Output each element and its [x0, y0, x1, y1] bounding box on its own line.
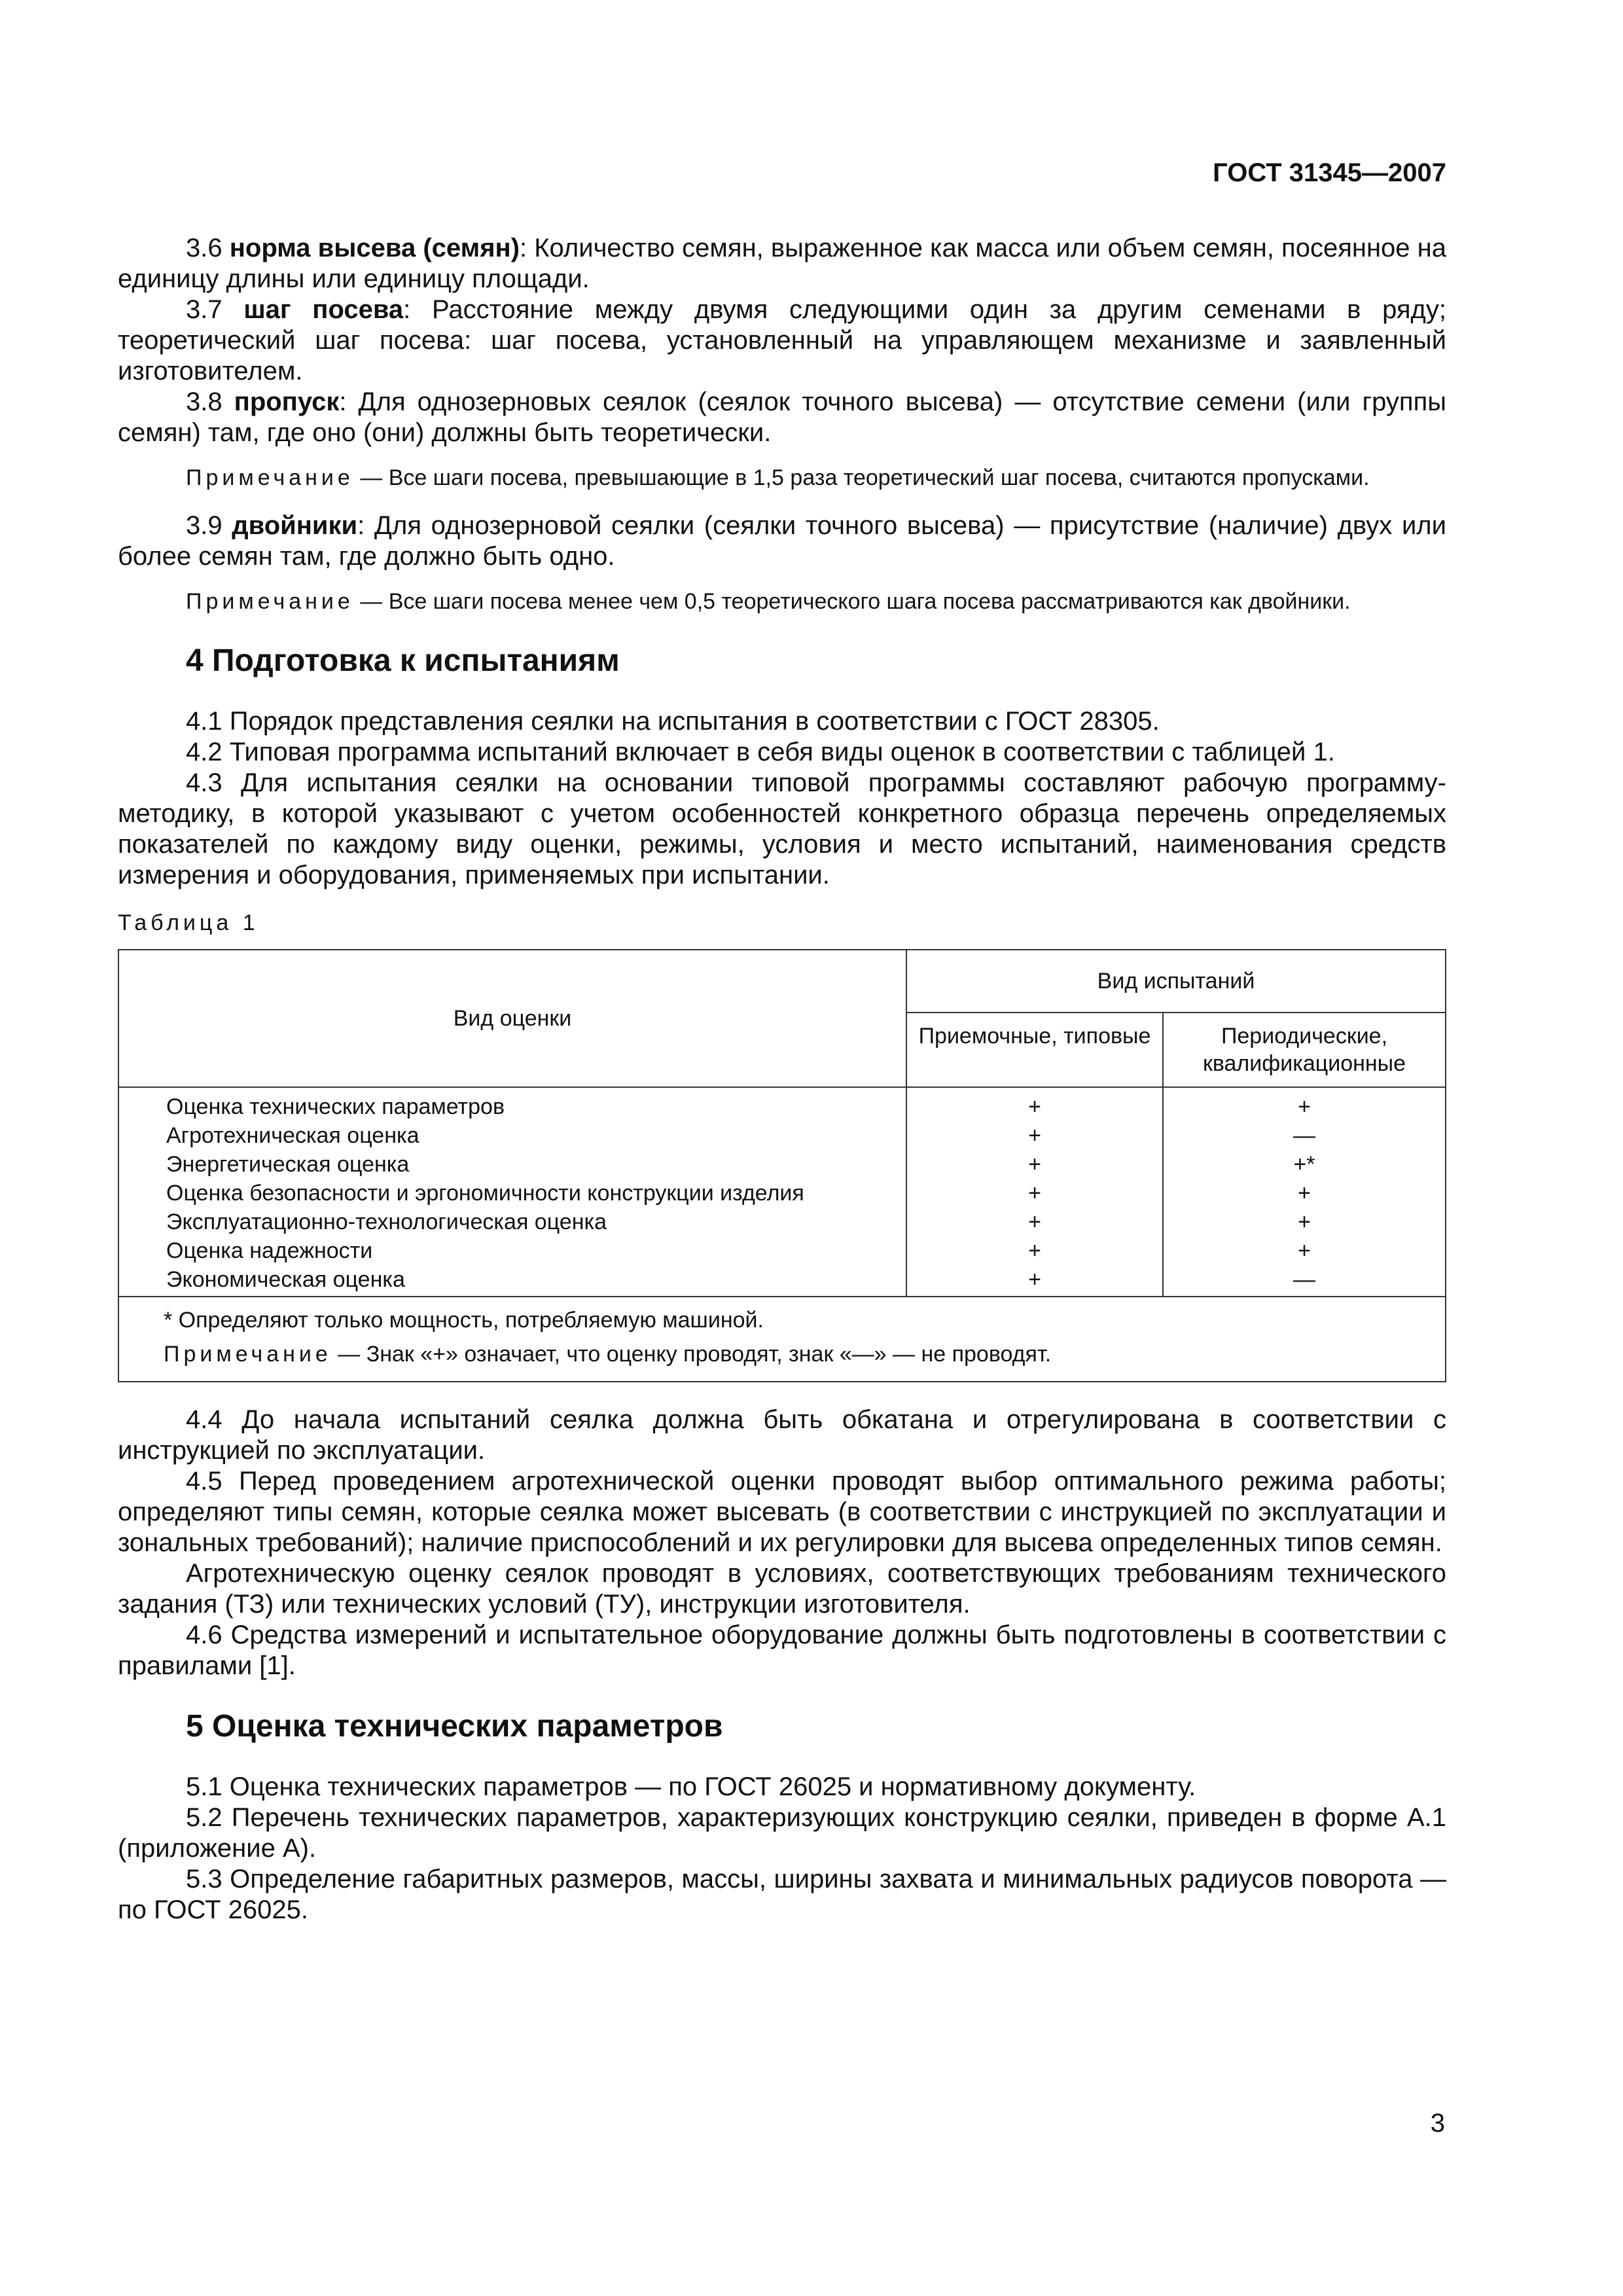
mark-periodic: + [1163, 1236, 1446, 1265]
term: норма высева (семян) [229, 234, 520, 262]
clause-5-1: 5.1 Оценка технических параметров — по ГОСТ 26025 и нормативному документу. [186, 1772, 1196, 1801]
note-text: — Все шаги посева менее чем 0,5 теоретического шага посева рассматриваются как двойники. [353, 589, 1351, 614]
clause-number: 3.7 [186, 295, 223, 324]
note-label: Примечание [164, 1342, 332, 1367]
note-3-8 [118, 464, 1446, 492]
table-row [118, 1236, 1446, 1265]
table-row [118, 1208, 1446, 1236]
section-5-heading: 5 Оценка технических параметров [186, 1709, 723, 1744]
term: пропуск [234, 387, 340, 416]
table-row [118, 1265, 1446, 1297]
table-row [118, 1087, 1446, 1121]
mark-acceptance: + [906, 1208, 1163, 1236]
clause-number: 3.8 [186, 387, 223, 416]
document-id-header: ГОСТ 31345—2007 [1213, 158, 1446, 187]
clause-5-2: 5.2 Перечень технических параметров, характеризующих конструкцию сеялки, приведен в форме А.1 (приложение А). [118, 1803, 1446, 1863]
clause-4-5: 4.5 Перед проведением агротехнической оценки проводят выбор оптимального режима работы; определяют типы семян, которые сеялка может высевать (в соответствии с инструкцией по эксплуатации и зональных требований); наличие приспособлений и их регулировки для высева определенных типов семян. [118, 1467, 1446, 1557]
col-header-tests: Вид испытаний [906, 950, 1446, 1013]
col-header-acceptance: Приемочные, типовые [906, 1013, 1163, 1087]
table-footnote: * Определяют только мощность, потребляемую машиной. [164, 1308, 764, 1333]
definition: : Для однозерновых сеялок (сеялок точного высева) — отсутствие семени (или группы семян) там, где оно (они) должны быть теоретически. [118, 387, 1446, 447]
col-header-eval: Вид оценки [118, 950, 906, 1087]
section-4-heading: 4 Подготовка к испытаниям [186, 643, 620, 678]
clause-5-3: 5.3 Определение габаритных размеров, массы, ширины захвата и минимальных радиусов поворота — по ГОСТ 26025. [118, 1865, 1446, 1924]
mark-periodic: + [1163, 1179, 1446, 1208]
mark-periodic: + [1163, 1087, 1446, 1121]
mark-acceptance: + [906, 1121, 1163, 1150]
row-label: Экономическая оценка [118, 1265, 906, 1297]
table-1 [118, 949, 1446, 1382]
clause-4-1: 4.1 Порядок представления сеялки на испытания в соответствии с ГОСТ 28305. [186, 707, 1160, 736]
clause-3-7 [118, 295, 1446, 387]
term: шаг посева [243, 295, 404, 324]
note-text: — Все шаги посева, превышающие в 1,5 раза теоретический шаг посева, считаются пропусками. [353, 465, 1370, 490]
mark-acceptance: + [906, 1265, 1163, 1297]
table-row [118, 1150, 1446, 1179]
col-header-periodic: Периодические, квалификационные [1163, 1013, 1446, 1087]
mark-periodic: +* [1163, 1150, 1446, 1179]
note-3-9 [118, 588, 1446, 616]
table-caption: Таблица 1 [118, 910, 259, 935]
table-footer [118, 1297, 1446, 1382]
clause-4-6: 4.6 Средства измерений и испытательное оборудование должны быть подготовлены в соответствии с правилами [1]. [118, 1621, 1446, 1680]
note-text: — Знак «+» означает, что оценку проводят, знак «—» — не проводят. [331, 1342, 1052, 1367]
mark-acceptance: + [906, 1087, 1163, 1121]
definition: : Количество семян, выраженное как масса или объем семян, посеянное на единицу длины или единицу площади. [118, 234, 1446, 293]
clause-4-3: 4.3 Для испытания сеялки на основании типовой программы составляют рабочую программу-методику, в которой указывают с учетом особенностей конкретного образца перечень определяемых показателей по каждому виду оценки, режимы, условия и место испытаний, наименования средств измерения и оборудования, применяемых при испытании. [118, 768, 1446, 889]
clause-4-4: 4.4 До начала испытаний сеялка должна быть обкатана и отрегулирована в соответствии с инструкцией по эксплуатации. [118, 1405, 1446, 1465]
note-label: Примечание [186, 465, 354, 490]
clause-3-9 [118, 511, 1446, 572]
clause-3-8 [118, 387, 1446, 448]
definition: : Для однозерновой сеялки (сеялки точного высева) — присутствие (наличие) двух или более семян там, где должно быть одно. [118, 511, 1446, 571]
row-label: Агротехническая оценка [118, 1121, 906, 1150]
row-label: Эксплуатационно-технологическая оценка [118, 1208, 906, 1236]
clause-number: 3.6 [186, 234, 223, 262]
clause-3-6 [118, 233, 1446, 295]
row-label: Оценка надежности [118, 1236, 906, 1265]
table-row [118, 1121, 1446, 1150]
note-label: Примечание [186, 589, 354, 614]
clause-4-2: 4.2 Типовая программа испытаний включает в себя виды оценок в соответствии с таблицей 1. [186, 738, 1335, 766]
table-row [118, 1179, 1446, 1208]
clause-4-5-continuation: Агротехническую оценку сеялок проводят в условиях, соответствующих требованиям технического задания (ТЗ) или технических условий (ТУ), инструкции изготовителя. [118, 1559, 1446, 1619]
document-body [118, 233, 1446, 1926]
row-label: Энергетическая оценка [118, 1150, 906, 1179]
mark-acceptance: + [906, 1179, 1163, 1208]
table-note [164, 1340, 1400, 1368]
mark-periodic: + [1163, 1208, 1446, 1236]
mark-acceptance: + [906, 1236, 1163, 1265]
mark-periodic: — [1163, 1265, 1446, 1297]
mark-periodic: — [1163, 1121, 1446, 1150]
clause-number: 3.9 [186, 511, 223, 540]
page-number: 3 [1430, 2109, 1445, 2138]
row-label: Оценка технических параметров [118, 1087, 906, 1121]
term: двойники [232, 511, 358, 540]
definition: : Расстояние между двумя следующими один за другим семенами в ряду; теоретический шаг посева: шаг посева, установленный на управляющем механизме и заявленный изготовителем. [118, 295, 1446, 386]
row-label: Оценка безопасности и эргономичности конструкции изделия [118, 1179, 906, 1208]
mark-acceptance: + [906, 1150, 1163, 1179]
